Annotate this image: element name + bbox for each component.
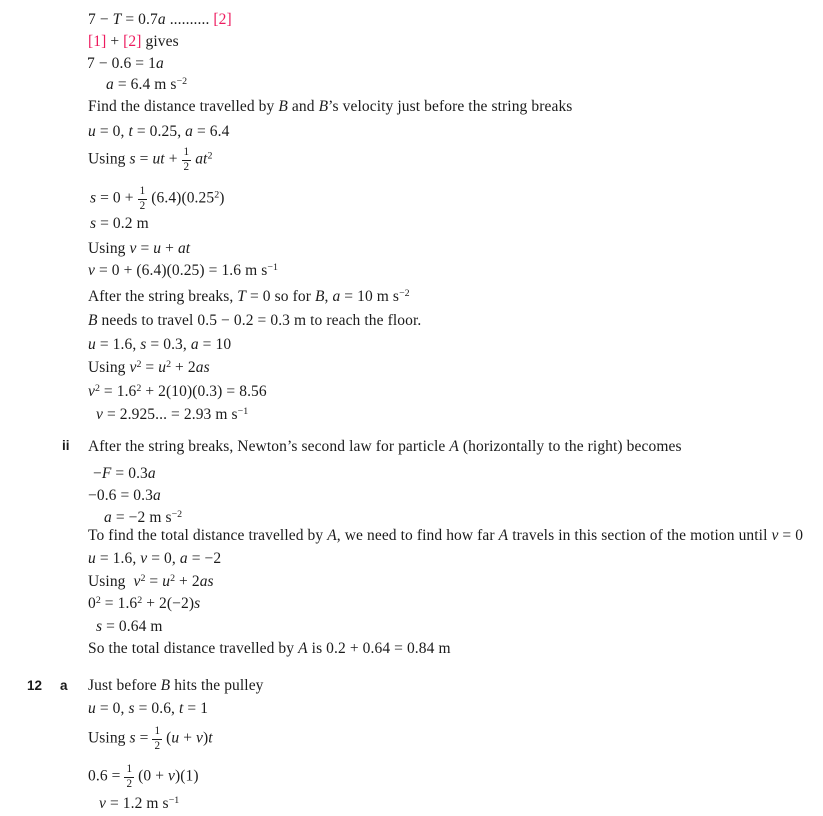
text-segment: = 6.4 xyxy=(193,123,230,140)
question-marker-a: a xyxy=(60,678,68,693)
text-segment: A xyxy=(327,527,337,544)
text-segment: ut xyxy=(152,150,165,168)
text-segment: at xyxy=(195,150,208,168)
text-segment: s xyxy=(129,729,136,747)
text-segment: Using xyxy=(88,573,134,590)
text-segment: 2 xyxy=(95,595,101,607)
text-segment: u xyxy=(88,550,96,567)
text-segment: To find the total distance travelled by xyxy=(88,527,328,544)
text-segment: −2 xyxy=(171,509,183,521)
text-segment: = 0.7 xyxy=(121,11,158,28)
text-segment: as xyxy=(195,359,210,376)
text-segment: 2 xyxy=(136,359,142,371)
text-segment: 2 xyxy=(94,383,100,395)
eq-friction xyxy=(93,465,156,483)
text-segment: 2 xyxy=(207,150,213,162)
eq-v2-result xyxy=(96,406,248,424)
prose-q12a-intro xyxy=(88,677,264,695)
equation-reference: [1] xyxy=(88,33,107,50)
text-segment: ) xyxy=(219,189,225,207)
prose-b-travel xyxy=(88,312,421,330)
text-segment: u xyxy=(88,700,96,717)
eq-s-substitute xyxy=(90,186,224,212)
text-segment: = 10 xyxy=(198,336,232,353)
text-segment: After the string breaks, xyxy=(88,288,238,305)
fraction-one-half: $\frac{1}{2}$ xyxy=(126,763,133,790)
text-segment: −2 xyxy=(176,76,188,88)
text-segment: T xyxy=(237,288,247,305)
eq-known-values-3 xyxy=(88,550,221,568)
eq-suvat-v2 xyxy=(88,359,210,377)
text-segment: B xyxy=(278,98,288,115)
text-segment: So the total distance travelled by xyxy=(88,640,299,657)
text-segment: + xyxy=(161,240,178,257)
text-segment: s xyxy=(194,595,201,612)
text-segment: a xyxy=(147,465,156,482)
text-segment: 7 − 0.6 = 1 xyxy=(87,55,156,72)
text-segment: v xyxy=(140,550,148,567)
text-segment: = 0.2 m xyxy=(96,215,149,232)
text-segment: = 6.4 m s xyxy=(113,76,177,93)
text-segment: 2 xyxy=(214,189,220,201)
text-segment: 2 xyxy=(170,573,176,585)
text-segment: v xyxy=(771,527,779,544)
text-segment: = 0.25, xyxy=(132,123,186,140)
prose-total-distance xyxy=(88,527,803,545)
text-segment: u xyxy=(171,729,180,747)
text-segment: −1 xyxy=(237,406,249,418)
text-segment: = 0.6, xyxy=(134,700,180,717)
text-segment: t xyxy=(208,729,213,747)
prose-part-ii-intro xyxy=(88,438,682,456)
text-segment: v xyxy=(196,729,204,747)
text-segment: 0 xyxy=(88,595,96,612)
text-segment: T xyxy=(112,11,122,28)
text-segment: = xyxy=(145,573,163,590)
text-segment: = 0, xyxy=(95,123,129,140)
text-segment: travels in this section of the motion until xyxy=(508,527,772,544)
text-segment: v xyxy=(129,240,137,257)
text-segment: a xyxy=(190,336,199,353)
question-marker-ii: ii xyxy=(62,438,70,453)
text-segment: Using xyxy=(88,359,130,376)
text-segment: Using xyxy=(88,729,130,747)
text-segment: = 0 so for xyxy=(246,288,315,305)
text-segment: = 0.3, xyxy=(146,336,191,353)
text-segment: = 0 xyxy=(778,527,804,544)
text-segment: v xyxy=(168,767,176,785)
prose-find-distance xyxy=(88,98,572,116)
eq-v2-substitute xyxy=(88,383,267,401)
text-segment: u xyxy=(158,359,167,376)
text-segment: (0 + xyxy=(134,767,169,785)
text-segment: = 0, xyxy=(147,550,180,567)
text-segment: s xyxy=(96,618,103,635)
eq-2-newton-law xyxy=(88,11,232,29)
text-segment: + xyxy=(106,33,124,50)
text-segment: = 1.2 m s xyxy=(105,795,169,812)
text-segment: 7 − xyxy=(88,11,113,28)
text-segment: s xyxy=(90,189,97,207)
text-segment: = 1 xyxy=(183,700,209,717)
text-segment: = −2 xyxy=(187,550,222,567)
eq-s064-result xyxy=(96,618,163,636)
text-segment: + 2(10)(0.3) = 8.56 xyxy=(141,383,267,400)
text-segment: needs to travel 0.5 − 0.2 = 0.3 m to reach the floor. xyxy=(97,312,422,329)
text-segment: a xyxy=(152,487,161,504)
eq-suvat-s xyxy=(88,147,212,173)
text-segment: (horizontally to the right) becomes xyxy=(458,438,682,455)
text-segment: a xyxy=(106,76,114,93)
text-segment: at xyxy=(177,240,191,257)
text-segment: B xyxy=(88,312,98,329)
text-segment: gives xyxy=(141,33,179,50)
text-segment: ) xyxy=(203,729,209,747)
eq-deceleration-result xyxy=(104,509,182,527)
text-segment: + 2(−2) xyxy=(142,595,195,612)
text-segment: −1 xyxy=(168,795,180,807)
text-segment: 2 xyxy=(137,595,143,607)
text-segment: u xyxy=(153,240,162,257)
text-segment: v xyxy=(129,359,137,376)
text-segment: A xyxy=(449,438,459,455)
text-segment: A xyxy=(498,527,509,544)
text-segment: and xyxy=(287,98,319,115)
text-segment: , xyxy=(324,288,333,305)
text-segment: + 2 xyxy=(175,573,200,590)
text-segment: = 1.6, xyxy=(95,336,141,353)
text-segment: = xyxy=(141,359,159,376)
eq-s-result xyxy=(90,215,149,233)
text-segment: = xyxy=(135,729,153,747)
eq-sum xyxy=(87,55,164,73)
text-segment: v xyxy=(88,262,95,279)
text-segment: − xyxy=(93,465,102,482)
text-segment: s xyxy=(129,150,136,168)
text-segment: v xyxy=(133,573,141,590)
text-segment: = xyxy=(136,240,154,257)
text-segment: −2 xyxy=(399,288,410,300)
text-segment: v xyxy=(99,795,106,812)
fraction-one-half: $\frac{1}{2}$ xyxy=(183,146,190,173)
text-segment: = 0.3 xyxy=(111,465,148,482)
text-segment: −1 xyxy=(267,262,278,274)
question-marker-12: 12 xyxy=(27,678,43,693)
text-segment: = 0.64 m xyxy=(102,618,163,635)
text-segment: .......... xyxy=(165,11,214,28)
text-segment: = 1.6, xyxy=(95,550,141,567)
text-segment: ’s velocity just before the string breaks xyxy=(328,98,573,115)
eq-known-values-1 xyxy=(88,123,229,141)
text-segment: , we need to find how far xyxy=(336,527,499,544)
text-segment: )(1) xyxy=(175,767,199,785)
text-segment: + xyxy=(164,150,182,168)
text-segment: + xyxy=(179,729,197,747)
text-segment: ( xyxy=(162,729,172,747)
text-segment: a xyxy=(157,11,166,28)
text-segment: v xyxy=(96,406,103,423)
text-segment: hits the pulley xyxy=(170,677,264,694)
prose-total-result xyxy=(88,640,451,658)
text-segment: a xyxy=(185,123,194,140)
prose-after-break xyxy=(88,288,410,306)
text-segment: u xyxy=(88,123,96,140)
text-segment: Find the distance travelled by xyxy=(88,98,279,115)
eq-v12-result xyxy=(99,795,179,813)
eq-friction-substitute xyxy=(88,487,161,505)
text-segment: = 0 + (6.4)(0.25) = 1.6 m s xyxy=(94,262,268,279)
eq-suvat-v xyxy=(88,240,190,258)
text-segment: as xyxy=(199,573,214,590)
eq-suvat-average xyxy=(88,726,213,752)
text-segment: is 0.2 + 0.64 = 0.84 m xyxy=(307,640,451,657)
equation-reference: [2] xyxy=(213,11,232,28)
text-segment: Using xyxy=(88,150,130,168)
eq-suvat-v2-again xyxy=(88,573,214,591)
text-segment: Just before xyxy=(88,677,161,694)
text-segment: = 1.6 xyxy=(99,383,137,400)
text-segment: a xyxy=(179,550,188,567)
text-segment: Using xyxy=(88,240,130,257)
text-segment: B xyxy=(318,98,329,115)
eq-v2-zero-substitute xyxy=(88,595,200,613)
text-segment: 2 xyxy=(166,359,172,371)
text-segment: u xyxy=(88,336,96,353)
text-segment: s xyxy=(140,336,147,353)
text-segment: s xyxy=(90,215,97,232)
text-segment: A xyxy=(298,640,308,657)
eq-combine-refs xyxy=(88,33,179,51)
text-segment: s xyxy=(128,700,135,717)
text-segment: t xyxy=(179,700,184,717)
text-segment: = xyxy=(135,150,153,168)
text-segment: + 2 xyxy=(171,359,196,376)
fraction-one-half: $\frac{1}{2}$ xyxy=(154,725,161,752)
text-segment: −0.6 = 0.3 xyxy=(88,487,153,504)
eq-average-substitute xyxy=(88,764,199,790)
text-segment: a xyxy=(332,288,341,305)
text-segment: = 2.925... = 2.93 m s xyxy=(102,406,238,423)
eq-acceleration-result xyxy=(106,76,187,94)
text-segment: B xyxy=(160,677,171,694)
text-segment: a xyxy=(104,509,112,526)
text-segment: = 0, xyxy=(95,700,129,717)
fraction-one-half: $\frac{1}{2}$ xyxy=(139,185,146,212)
equation-reference: [2] xyxy=(123,33,142,50)
text-segment: After the string breaks, Newton’s second law for particle xyxy=(88,438,450,455)
text-segment: = 10 m s xyxy=(340,288,400,305)
text-segment: 2 xyxy=(136,383,142,395)
text-segment: t xyxy=(128,123,133,140)
text-segment: = 0 + xyxy=(96,189,138,207)
eq-known-values-2 xyxy=(88,336,231,354)
text-segment: 0.6 = xyxy=(88,767,125,785)
text-segment: (6.4)(0.25 xyxy=(147,189,215,207)
text-segment: B xyxy=(314,288,325,305)
text-segment: = −2 m s xyxy=(111,509,172,526)
text-segment: F xyxy=(101,465,112,482)
text-segment: u xyxy=(162,573,171,590)
text-segment: v xyxy=(88,383,95,400)
eq-v-result xyxy=(88,262,278,280)
text-segment: a xyxy=(155,55,164,72)
eq-known-values-4 xyxy=(88,700,208,718)
text-segment: = 1.6 xyxy=(100,595,138,612)
text-segment: 2 xyxy=(140,573,146,585)
